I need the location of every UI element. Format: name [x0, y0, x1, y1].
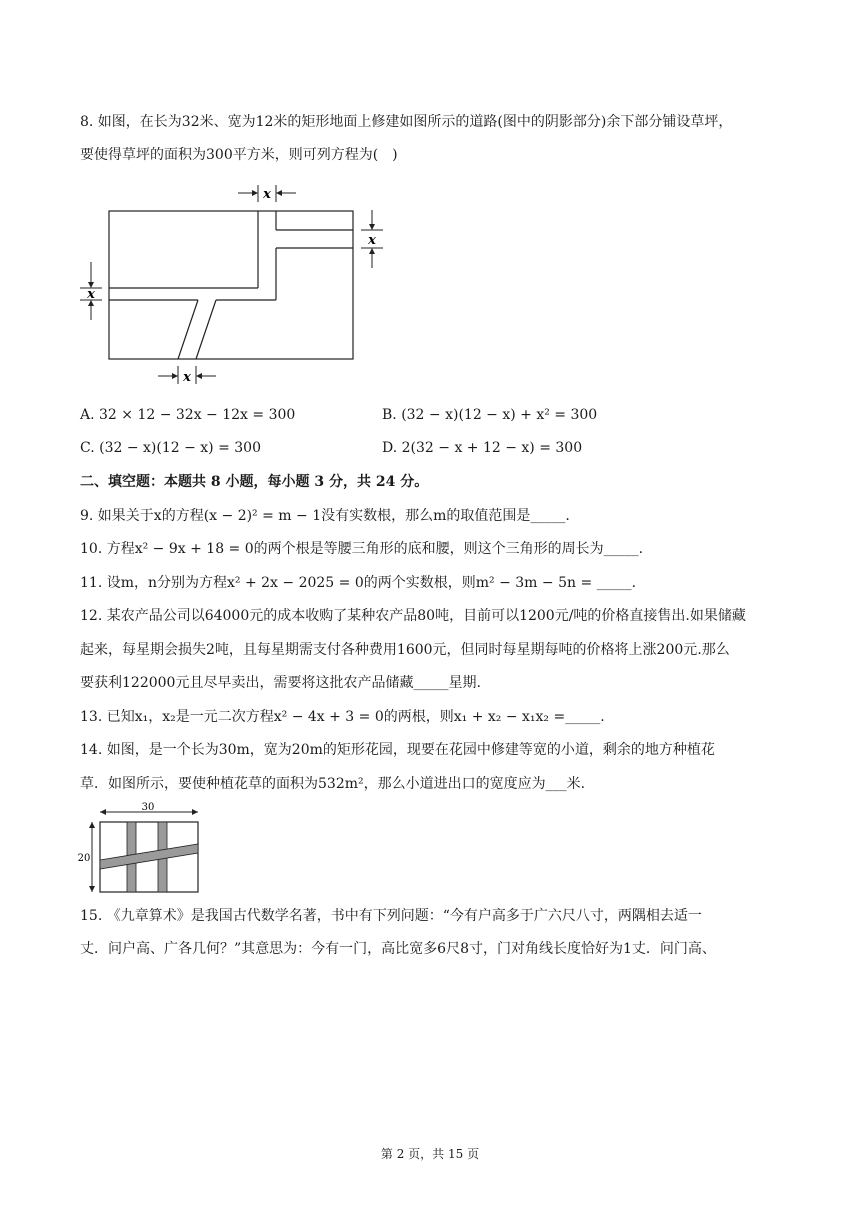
- q8-option-a: A. 32 × 12 − 32x − 12x = 300: [80, 407, 296, 423]
- q8-option-c: C. (32 − x)(12 − x) = 300: [80, 440, 261, 456]
- q15-text-line2: 丈．问户高、广各几何？”其意思为：今有一门，高比宽多6尺8寸，门对角线长度恰好为1丈．问门高、: [80, 941, 716, 957]
- page-footer: 第 2 页，共 15 页: [380, 1147, 480, 1161]
- q8-text-line1: 8. 如图，在长为32米、宽为12米的矩形地面上修建如图所示的道路(图中的阴影部分)余下部分铺设草坪，: [80, 114, 733, 130]
- q8-label-x-left: x: [87, 287, 95, 302]
- q8-option-b: B. (32 − x)(12 − x) + x² = 300: [382, 407, 598, 423]
- q14-label-width: 30: [141, 802, 155, 813]
- section-2-heading: 二、填空题：本题共 8 小题，每小题 3 分，共 24 分。: [80, 474, 429, 490]
- q11-text: 11. 设m，n分别为方程x² + 2x − 2025 = 0的两个实数根，则m² − 3m − 5n = _____.: [80, 575, 637, 591]
- q8-label-x-top: x: [263, 187, 271, 202]
- q15-text-line1: 15. 《九章算术》是我国古代数学名著，书中有下列问题：“今有户高多于广六尺八寸，两隅相去适一: [80, 908, 702, 924]
- q14-garden-figure: [76, 800, 202, 896]
- q9-text: 9. 如果关于x的方程(x − 2)² = m − 1没有实数根，那么m的取值范围是_____.: [80, 508, 570, 524]
- q8-option-d: D. 2(32 − x + 12 − x) = 300: [382, 440, 583, 456]
- q8-text-line2: 要使得草坪的面积为300平方米，则可列方程为( ): [80, 147, 398, 163]
- q8-outer-rect: [109, 211, 353, 359]
- q8-label-x-bottom: x: [183, 370, 191, 385]
- q14-label-height: 20: [77, 853, 91, 864]
- q14-text-line1: 14. 如图，是一个长为30m，宽为20m的矩形花园，现要在花园中修建等宽的小道，剩余的地方种植花: [80, 742, 715, 758]
- q14-text-line2: 草．如图所示，要使种植花草的面积为532m²，那么小道进出口的宽度应为___米.: [80, 776, 586, 792]
- q10-text: 10. 方程x² − 9x + 18 = 0的两个根是等腰三角形的底和腰，则这个三角形的周长为_____.: [80, 541, 644, 557]
- q8-road-figure: [78, 180, 398, 390]
- q12-text-line2: 起来，每星期会损失2吨，且每星期需支付各种费用1600元，但同时每星期每吨的价格将上涨200元.那么: [80, 642, 730, 658]
- q8-label-x-right: x: [368, 233, 376, 248]
- q13-text: 13. 已知x₁，x₂是一元二次方程x² − 4x + 3 = 0的两根，则x₁ + x₂ − x₁x₂ =_____.: [80, 709, 605, 725]
- q12-text-line1: 12. 某农产品公司以64000元的成本收购了某种农产品80吨，目前可以1200元/吨的价格直接售出.如果储藏: [80, 608, 746, 624]
- q12-text-line3: 要获利122000元且尽早卖出，需要将这批农产品储藏_____星期.: [80, 675, 481, 691]
